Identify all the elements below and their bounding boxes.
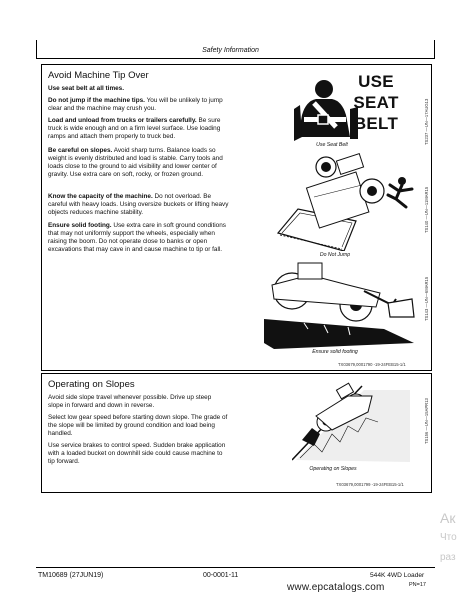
para-capacity: Know the capacity of the machine. Do not overload. Be careful with heavy loads. Using oversize buckets or lifting heavy objects reduces machine stability. [48,193,229,216]
operating-on-slopes-panel [41,373,432,493]
loader-on-slope-illustration [292,382,412,464]
panel-title: Avoid Machine Tip Over [48,70,149,81]
panel-title: Operating on Slopes [48,379,135,390]
loader-on-soft-ground-illustration [264,259,420,349]
reference-code: TX03679,0001799 -19-24FEB15-1/1 [336,482,404,487]
para-seat-belt: Use seat belt at all times. [48,85,125,92]
caption-seat-belt: Use Seat Belt [316,142,348,148]
para-slopes: Be careful on slopes. Avoid sharp turns. Balance loads so weight is evenly distributed and load is stable. Carry tools and loads close to the ground to aid visibility and lower center of gravity. Use extra care on soft, rocky, or frozen ground. [48,147,223,178]
ghost-text-1: Ак [440,510,456,526]
manual-number: TM10689 (27JUN19) [38,572,104,579]
use-seat-belt-sign: USE SEAT BELT [353,72,399,133]
para-footing: Ensure solid footing. Use extra care in soft ground conditions that may not uniformly support the wheels, especially when raising the boom. Do not operate close to banks or open excavations that may cave in and cause machine to tip or fall. [48,222,226,253]
machine-name: 544K 4WD Loader [370,572,425,579]
page-index: PN=17 [409,582,426,588]
avoid-tip-over-panel [41,64,432,371]
tipping-loader-illustration [268,151,414,251]
caption-operating-on-slopes: Operating on Slopes [309,466,357,472]
para-do-not-jump: Do not jump if the machine tips. You will be unlikely to jump clear and the machine may crush you. [48,97,223,112]
section-header: Safety Information [202,47,259,54]
bottom-rule [36,567,435,568]
para-side-slope: Avoid side slope travel whenever possible. Drive up steep slope in forward and down in reverse. [48,394,212,409]
page-number: 00-0001-11 [203,572,239,579]
ghost-text-2: Что [440,532,457,543]
top-rule [36,58,435,59]
para-low-gear: Select low gear speed before starting down slope. The grade of the slope will be limited by ground condition and load being handled. [48,414,228,437]
ghost-text-3: раз [440,552,456,563]
para-load-unload: Load and unload from trucks or trailers carefully. Be sure truck is wide enough and on a firm level surface. Use loading ramps and attach them properly to truck bed. [48,117,221,140]
figure-code-2: TS140 —UN—11MAR15 [424,186,429,233]
site-watermark: www.epcatalogs.com [287,582,385,593]
figure-code-1: TS237 —UN—17AUG13 [424,98,429,145]
figure-code-3: TS143 —UN—6MAR15 [424,276,429,321]
reference-code: TX03679,0001790 -19-24FEB15-1/1 [338,362,406,367]
caption-do-not-jump: Do Not Jump [319,252,351,258]
caption-solid-footing: Ensure solid footing [312,349,358,355]
figure-code-4: TS156 —UN—15APR13 [424,398,429,444]
para-service-brakes: Use service brakes to control speed. Sudden brake application with a loaded bucket on downhill side could cause machine to tip forward. [48,442,226,465]
